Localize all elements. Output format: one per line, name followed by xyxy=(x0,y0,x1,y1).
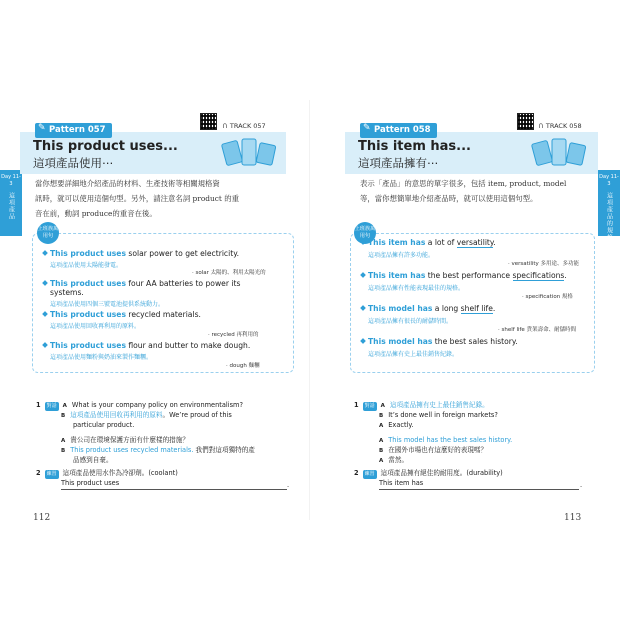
example-translation: 這項產品使用麵粉與奶油來製作麵糰。 xyxy=(50,354,153,361)
exercise-line: A This model has the best sales history. xyxy=(379,436,513,444)
vocab-note: ‧ dough 麵糰 xyxy=(226,363,260,369)
vocab-note: ‧ shelf life 貨架壽命、耐儲時間 xyxy=(498,327,577,333)
exercise-line: 1 對話 A What is your company policy on environmentalism? xyxy=(36,401,243,409)
exercise-line: 品感到自豪。 xyxy=(73,456,113,464)
practice-badge: 練習 xyxy=(46,471,57,477)
qr-code[interactable] xyxy=(517,113,534,130)
exercise-line: A Exactly. xyxy=(379,421,414,429)
exercise-line: particular product. xyxy=(73,421,135,429)
example-translation: 這項產品使用四個三號電池提供系統動力。 xyxy=(50,301,165,308)
pattern-title-en: This product uses... xyxy=(33,139,178,154)
pattern-title-en: This item has... xyxy=(358,139,471,154)
box-label: 上班族萬用句 xyxy=(354,222,376,244)
track-label[interactable]: ∩ TRACK 058 xyxy=(538,121,582,130)
exercise-line: B 這項產品使用回收再利用的原料。We’re proud of this xyxy=(61,411,232,419)
pattern-tag: ✎ Pattern 058 xyxy=(360,123,437,138)
page-number: 113 xyxy=(564,513,582,523)
example-translation: 這項產品擁有很長的耐儲時間。 xyxy=(368,318,453,325)
pen-icon: ✎ xyxy=(363,123,371,133)
example-sentence: This product uses recycled materials. xyxy=(50,310,201,320)
answer-line[interactable] xyxy=(61,489,287,490)
exercise-line: A 貴公司在環境保護方面有什麼樣的措施？ xyxy=(61,436,189,444)
practice-prompt: This item has xyxy=(379,479,424,487)
exercise-line: A 當然。 xyxy=(379,456,409,464)
day-side-tab: Day 11-3 這項產品的規格 xyxy=(598,170,620,236)
pattern-title-zh: 這項產品擁有⋯ xyxy=(358,156,439,170)
pen-icon: ✎ xyxy=(38,123,46,133)
answer-line[interactable] xyxy=(379,489,579,490)
example-translation: 這項產品擁有許多功能。 xyxy=(368,252,435,259)
exercise-line: B It’s done well in foreign markets? xyxy=(379,411,498,419)
period: . xyxy=(287,481,290,489)
box-label: 上班族萬用句 xyxy=(37,222,59,244)
exercise-line: B This product uses recycled materials. 我們對這項獨特的產 xyxy=(61,446,255,454)
vocab-note: ‧ specification 規格 xyxy=(522,294,573,300)
example-sentence: This model has a long shelf life. xyxy=(368,304,495,314)
track-label[interactable]: ∩ TRACK 057 xyxy=(222,121,266,130)
example-sentence: This model has the best sales history. xyxy=(368,337,518,347)
example-sentence: This product uses flour and butter to make dough. xyxy=(50,341,250,351)
dialog-badge: 對話 xyxy=(46,403,57,409)
intro-paragraph: 當你想要詳細地介紹產品的材料、生產技術等相關規格資 訊時，就可以使用這個句型。另外，請注意名詞 product 的重 音在前，動詞 produce的重音在後。 xyxy=(35,179,239,218)
headphones-icon: ∩ xyxy=(222,121,228,130)
vocab-note: ‧ recycled 再利用的 xyxy=(208,332,259,338)
practice-prompt: This product uses xyxy=(61,479,120,487)
exercise-line: 1 對話 A 這項產品擁有史上最佳銷售紀錄。 xyxy=(354,401,489,409)
intro-paragraph: 表示「產品」的意思的單字很多，包括 item, product, model 等，當你想簡單地介紹產品時，就可以使用這個句型。 xyxy=(360,179,567,203)
example-translation: 這項產品擁有性能表現最佳的規格。 xyxy=(368,285,465,292)
day-side-tab: Day 11-3 這項產品 xyxy=(0,170,22,236)
example-translation: 這項產品擁有史上最佳銷售紀錄。 xyxy=(368,351,459,358)
example-sentence-cont: systems. xyxy=(50,288,84,297)
example-translation: 這項產品使用太陽能發電。 xyxy=(50,262,123,269)
practice-question: 2 練習 這項產品擁有絕佳的耐用度。(durability) xyxy=(354,469,503,477)
vocab-note: ‧ solar 太陽的、利用太陽光的 xyxy=(192,270,266,276)
example-sentence: This product uses solar power to get electricity. xyxy=(50,249,239,259)
product-illustration xyxy=(530,136,590,172)
practice-badge: 練習 xyxy=(364,471,375,477)
practice-question: 2 練習 這項產品使用水作為冷卻劑。(coolant) xyxy=(36,469,178,477)
page-number: 112 xyxy=(33,513,51,523)
pattern-title-zh: 這項產品使用⋯ xyxy=(33,156,114,170)
product-illustration xyxy=(220,136,280,172)
example-translation: 這項產品使用回收再利用的原料。 xyxy=(50,323,141,330)
dialog-badge: 對話 xyxy=(364,403,375,409)
right-page xyxy=(310,0,620,620)
period: . xyxy=(580,481,583,489)
vocab-note: ‧ versatility 多用途、多功能 xyxy=(508,261,580,267)
headphones-icon: ∩ xyxy=(538,121,544,130)
example-sentence: This item has the best performance specifications. xyxy=(368,271,567,281)
example-sentence: This item has a lot of versatility. xyxy=(368,238,496,248)
example-sentence: This product uses four AA batteries to power its xyxy=(50,279,240,289)
exercise-line: B 在國外市場也有這麼好的表現嗎？ xyxy=(379,446,488,454)
pattern-tag: ✎ Pattern 057 xyxy=(35,123,112,138)
qr-code[interactable] xyxy=(200,113,217,130)
